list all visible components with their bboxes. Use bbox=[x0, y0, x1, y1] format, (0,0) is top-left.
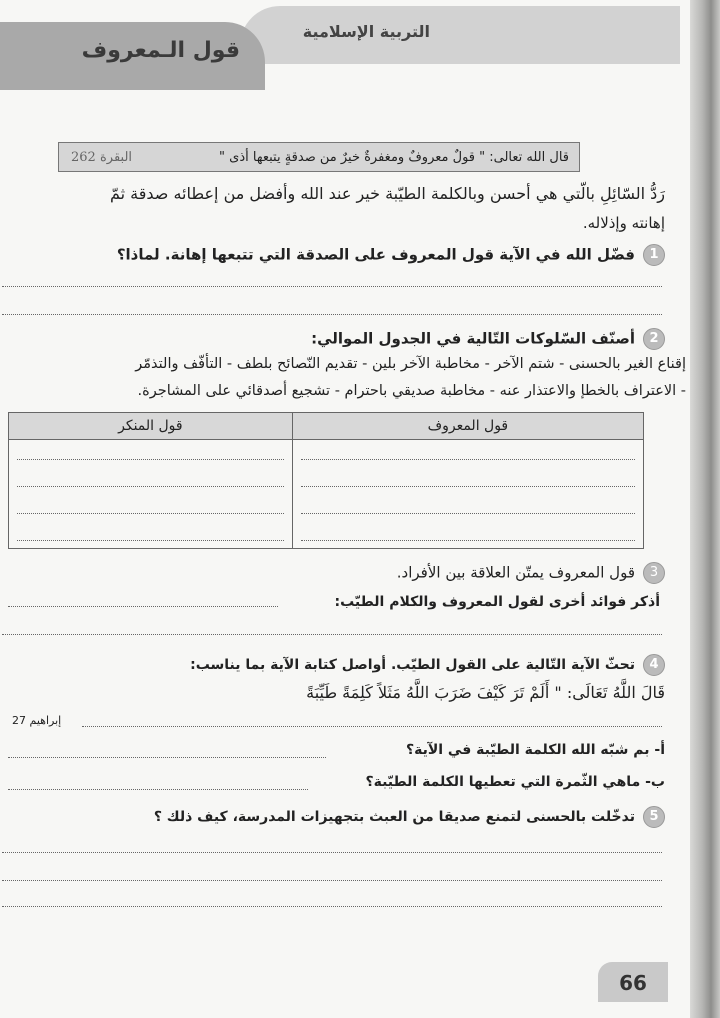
table-cell[interactable] bbox=[17, 474, 284, 487]
answer-line[interactable] bbox=[2, 286, 662, 287]
verse-reference-ibrahim: إبراهيم 27 bbox=[12, 714, 62, 727]
question-3-prompt: أذكر فوائد أخرى لقول المعروف والكلام الطيّب: bbox=[334, 594, 660, 610]
question-2: 2أصنّف السّلوكات التّالية في الجدول الموالي: bbox=[311, 328, 665, 350]
question-number-5: 5 bbox=[643, 806, 665, 828]
question-1: 1فضّل الله في الآية قول المعروف على الصدقة التي تتبعها إهانة. لماذا؟ bbox=[117, 244, 665, 266]
column-header-munkar: قول المنكر bbox=[9, 413, 293, 440]
answer-line[interactable] bbox=[2, 906, 662, 907]
question-number-4: 4 bbox=[643, 654, 665, 676]
answer-line[interactable] bbox=[2, 634, 662, 635]
question-4: 4تحثّ الآية التّالية على القول الطيّب. أواصل كتابة الآية بما يناسب: bbox=[190, 654, 665, 676]
table-cell[interactable] bbox=[301, 501, 635, 514]
table-cell[interactable] bbox=[301, 528, 635, 541]
behaviors-line-1: إقناع الغير بالحسنى - شتم الآخر - مخاطبة الآخر بلين - تقديم النّصائح بلطف - التأفّف والتذمّر bbox=[135, 356, 686, 372]
subject-title: التربية الإسلامية bbox=[302, 22, 430, 41]
answer-line[interactable] bbox=[2, 314, 662, 315]
question-4b: ب- ماهي الثّمرة التي تعطيها الكلمة الطيّبة؟ bbox=[365, 774, 665, 790]
column-header-maruf: قول المعروف bbox=[292, 413, 643, 440]
table-cell[interactable] bbox=[301, 447, 635, 460]
answer-line[interactable] bbox=[2, 880, 662, 881]
question-5: 5تدخّلت بالحسنى لتمنع صديقا من العبث بتجهيزات المدرسة، كيف ذلك ؟ bbox=[154, 806, 665, 828]
table-cell[interactable] bbox=[17, 447, 284, 460]
page-number: 66 bbox=[598, 962, 668, 1002]
question-3: 3قول المعروف يمتّن العلاقة بين الأفراد. bbox=[397, 562, 665, 584]
lesson-title: قول الـمعروف bbox=[81, 38, 240, 63]
answer-line[interactable] bbox=[8, 606, 278, 607]
question-4a: أ- بم شبّه الله الكلمة الطيّبة في الآية؟ bbox=[405, 742, 665, 758]
answer-line[interactable] bbox=[82, 726, 662, 727]
intro-line-2: إهانته وإذلاله. bbox=[582, 214, 665, 232]
quran-verse-start: قَالَ اللَّهُ تَعَالَى: " أَلَمْ تَرَ كَيْفَ ضَرَبَ اللَّهُ مَثَلاً كَلِمَةً طَيِّبَةً bbox=[306, 683, 665, 702]
table-cell[interactable] bbox=[17, 501, 284, 514]
table-cell[interactable] bbox=[17, 528, 284, 541]
verse-text: قال الله تعالى: " قولٌ معروفٌ ومغفرةٌ خيرٌ من صدقةٍ يتبعها أذى " bbox=[219, 150, 569, 165]
verse-reference: البقرة 262 bbox=[71, 150, 133, 165]
book-spine bbox=[690, 0, 720, 1018]
behaviors-line-2: - الاعتراف بالخطإ والاعتذار عنه - مخاطبة صديقي باحترام - تشجيع أصدقائي على المشاجرة. bbox=[137, 383, 686, 399]
answer-line[interactable] bbox=[8, 789, 308, 790]
question-number-3: 3 bbox=[643, 562, 665, 584]
table-cell[interactable] bbox=[301, 474, 635, 487]
intro-line-1: رَدُّ السّائِلِ بالّتي هي أحسن وبالكلمة الطيّبة خير عند الله وأفضل من إعطائه صدقة ثمّ bbox=[109, 184, 665, 203]
question-number-1: 1 bbox=[643, 244, 665, 266]
classification-table bbox=[8, 412, 644, 549]
answer-line[interactable] bbox=[2, 852, 662, 853]
page-header bbox=[0, 0, 690, 95]
answer-line[interactable] bbox=[8, 757, 326, 758]
question-number-2: 2 bbox=[643, 328, 665, 350]
verse-box bbox=[58, 142, 580, 172]
